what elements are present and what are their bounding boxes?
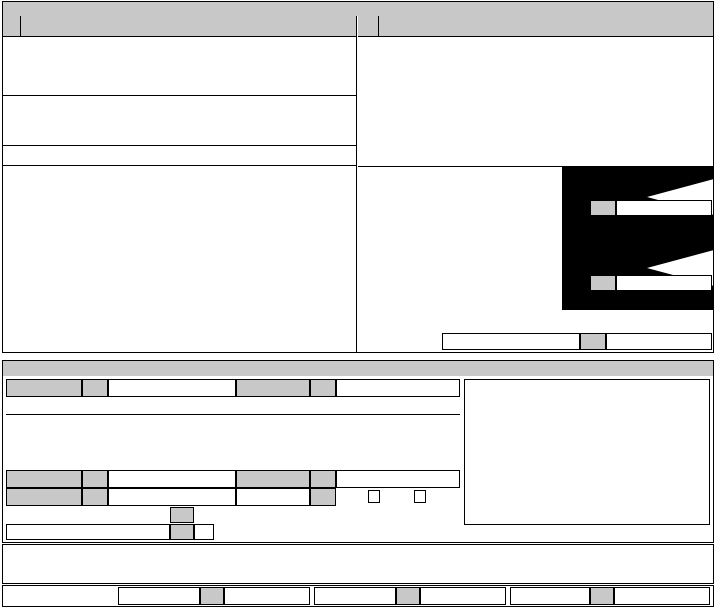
section-b-header [3, 2, 713, 16]
code-480 [310, 379, 336, 397]
instal-label [236, 488, 310, 506]
code-507 [170, 507, 194, 523]
section-g-header [3, 361, 713, 376]
val-908[interactable] [614, 587, 710, 605]
deduct-label [6, 470, 82, 488]
val-906[interactable] [224, 587, 310, 605]
code-470 [82, 379, 108, 397]
code-511 [310, 470, 336, 488]
val-430[interactable] [606, 333, 712, 350]
val-480[interactable] [336, 379, 460, 397]
val-470[interactable] [108, 379, 236, 397]
val-410[interactable] [616, 200, 712, 216]
beta-divider [378, 16, 379, 36]
bank-section [2, 544, 714, 584]
code-908 [590, 587, 614, 605]
val-907[interactable] [420, 587, 506, 605]
pay-label [236, 470, 310, 488]
group-sep-3 [3, 165, 356, 166]
group-sep-2 [3, 145, 356, 146]
code-906 [200, 587, 224, 605]
refund-label [6, 488, 82, 506]
code-503 [82, 488, 108, 506]
beta-header-row [358, 16, 713, 37]
group2-label [3, 96, 79, 144]
minus-wedge [562, 238, 714, 310]
group-sep-1 [3, 95, 356, 96]
minus-arrow-shape [562, 238, 714, 310]
code-430 [580, 333, 606, 350]
debit-balance-label [236, 379, 310, 397]
code-428 [590, 275, 616, 291]
request-label [6, 524, 170, 540]
val-511[interactable] [336, 470, 460, 488]
det-line [6, 414, 460, 415]
alpha-divider [20, 16, 21, 36]
val-428[interactable] [616, 275, 712, 291]
alpha-header-row [3, 16, 356, 37]
value-label [314, 587, 396, 605]
code-410 [590, 200, 616, 216]
no-box[interactable] [414, 490, 426, 503]
yes-box[interactable] [368, 490, 380, 503]
val-503[interactable] [108, 488, 236, 506]
credit-balance-label [6, 379, 82, 397]
total-outputs-label [3, 146, 79, 164]
val-502[interactable] [108, 470, 236, 488]
group1-label [3, 37, 79, 95]
center-divider [356, 16, 357, 353]
notes-box [464, 379, 710, 525]
retail-label [118, 587, 200, 605]
code-502 [82, 470, 108, 488]
val-508[interactable] [194, 524, 214, 540]
profit-label [510, 587, 590, 605]
code-523 [310, 488, 336, 506]
code-907 [396, 587, 420, 605]
remaining-label [442, 333, 580, 350]
code-508 [170, 524, 194, 540]
